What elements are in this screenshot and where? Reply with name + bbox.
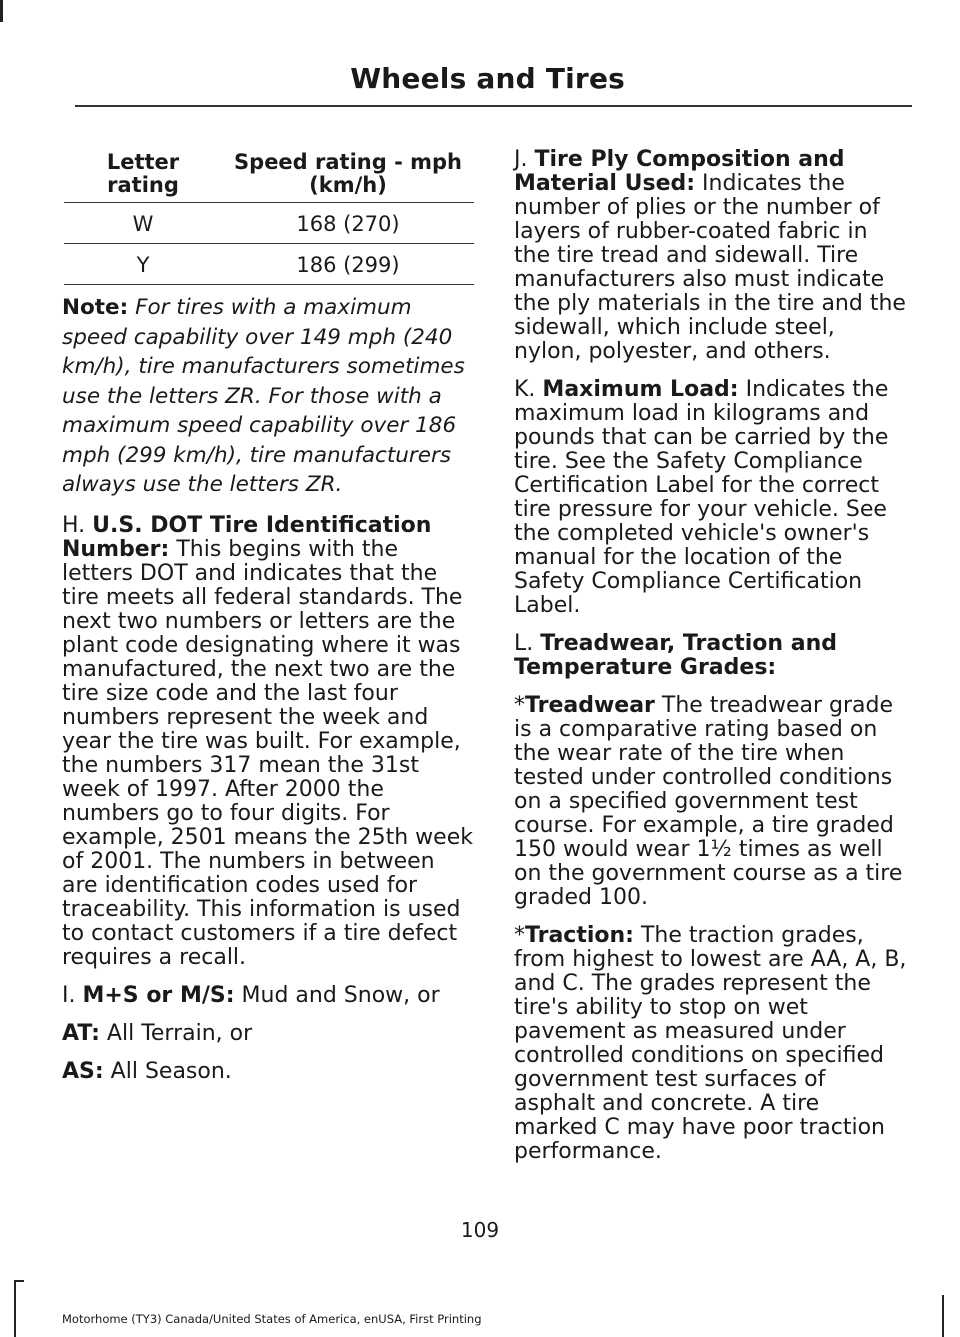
- treadwear-text: The treadwear grade is a comparative rating based on the wear rate of the tire when tested under controlled conditions on a specified government test course. For example, a tire graded 150 would wear 1½ times as well on the government course as a tire graded 100.: [514, 693, 903, 910]
- as-label: AS:: [62, 1058, 104, 1084]
- table-row: [64, 203, 474, 244]
- section-text: Indicates the maximum load in kilograms and pounds that can be carried by the tire. See the Safety Compliance Certification Label for the correct tire pressure for your vehicle. See the completed vehicle's owner's manual for the location of the Safety Compliance Certification Label.: [514, 377, 889, 618]
- section-j: [514, 148, 909, 364]
- bullet-prefix: *: [514, 923, 525, 948]
- section-title: M+S or M/S:: [82, 982, 235, 1008]
- speed-rating-table: [64, 148, 474, 285]
- left-column: [62, 148, 474, 1098]
- letter-cell: Y: [64, 244, 222, 285]
- treadwear-paragraph: [514, 694, 909, 910]
- table-header-row: [64, 148, 474, 203]
- at-label: AT:: [62, 1020, 100, 1046]
- speed-cell: 186 (299): [222, 244, 474, 285]
- page-title: Wheels and Tires: [350, 62, 625, 95]
- as-text: All Season.: [110, 1058, 232, 1084]
- treadwear-label: Treadwear: [525, 693, 655, 718]
- section-text: Indicates the number of plies or the number of layers of rubber-coated fabric in the tire tread and sidewall. Tire manufacturers also must indicate the ply materials in the tire and the sidewall, which include steel, nylon, polyester, and others.: [514, 171, 906, 364]
- column-header-letter: Letter rating: [106, 150, 180, 197]
- traction-label: Traction:: [525, 923, 634, 948]
- section-text: Mud and Snow, or: [241, 982, 440, 1008]
- header-divider: [75, 105, 912, 107]
- table-row: [64, 244, 474, 285]
- all-terrain-line: [62, 1022, 474, 1046]
- crop-mark: [14, 1280, 24, 1282]
- right-column: [514, 148, 909, 1178]
- letter-cell: W: [64, 203, 222, 244]
- note-label: Note:: [62, 295, 129, 320]
- crop-mark: [14, 1280, 16, 1337]
- at-text: All Terrain, or: [106, 1020, 253, 1046]
- section-title: Treadwear, Traction and Temperature Grades:: [514, 631, 838, 680]
- bullet-prefix: *: [514, 693, 525, 718]
- section-h: [62, 514, 474, 970]
- section-k: [514, 378, 909, 618]
- section-i: [62, 984, 474, 1008]
- traction-text: The traction grades, from highest to lowest are AA, A, B, and C. The grades represent the tire's ability to stop on wet pavement as measured under controlled conditions on specified government test surfaces of asphalt and concrete. A tire marked C may have poor traction performance.: [514, 923, 907, 1164]
- note-paragraph: [62, 293, 474, 500]
- page-number: 109: [460, 1218, 500, 1242]
- section-prefix: L.: [514, 631, 534, 656]
- section-prefix: K.: [514, 377, 536, 402]
- section-title: U.S. DOT Tire Identification Number:: [62, 512, 432, 562]
- section-prefix: J.: [514, 147, 528, 172]
- section-text: This begins with the letters DOT and indicates that the tire meets all federal standards. The next two numbers or letters are the plant code designating where it was manufactured, the next two are the tire size code and the last four numbers represent the week and year the tire was built. For example, the numbers 317 mean the 31st week of 1997. After 2000 the numbers go to four digits. For example, 2501 means the 25th week of 2001. The numbers in between are identification codes used for traceability. This information is used to contact customers if a tire defect requires a recall.: [62, 536, 473, 970]
- crop-mark: [0, 0, 3, 22]
- crop-mark: [942, 1295, 944, 1337]
- publication-footer: Motorhome (TY3) Canada/United States of America, enUSA, First Printing: [62, 1312, 482, 1326]
- note-text: For tires with a maximum speed capability over 149 mph (240 km/h), tire manufacturers sometimes use the letters ZR. For those with a maximum speed capability over 186 mph (299 km/h), tire manufacturers always use the letters ZR.: [62, 295, 465, 497]
- section-l: [514, 632, 909, 680]
- speed-cell: 168 (270): [222, 203, 474, 244]
- column-header-speed: Speed rating - mph (km/h): [234, 150, 462, 197]
- all-season-line: [62, 1060, 474, 1084]
- section-prefix: I.: [62, 982, 76, 1008]
- section-prefix: H.: [62, 512, 86, 538]
- section-title: Maximum Load:: [542, 377, 739, 402]
- traction-paragraph: [514, 924, 909, 1164]
- section-title: Tire Ply Composition and Material Used:: [514, 147, 845, 196]
